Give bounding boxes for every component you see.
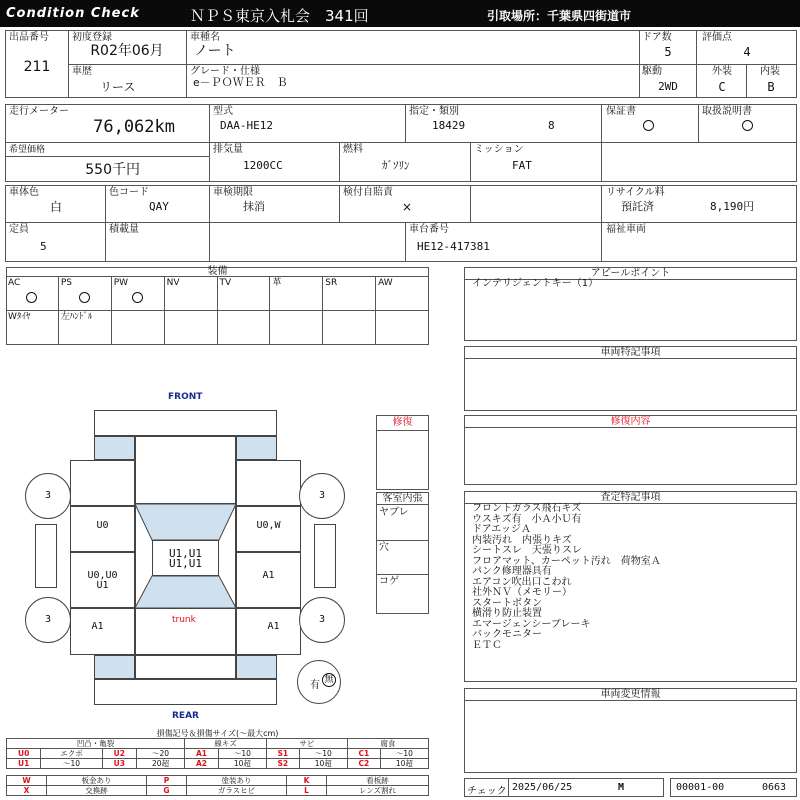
grade-value: e－ＰＯＷＥＲ Ｂ — [193, 76, 288, 89]
legend-desc: 板金あり — [47, 776, 147, 786]
load-label: 積載量 — [109, 224, 139, 235]
capacity-label: 定員 — [9, 224, 29, 235]
legend-code: G — [147, 786, 187, 796]
price-label: 希望価格 — [9, 145, 46, 155]
equipment-label: PW — [113, 278, 129, 288]
legend-desc: 看板跡 — [327, 776, 429, 786]
tire-front-left: 3 — [25, 473, 71, 519]
repair-title: 修復 — [377, 416, 428, 431]
drive-label: 駆動 — [642, 66, 662, 77]
inspect-item: エマージェンシーブレーキ — [472, 618, 591, 630]
tire-front-right: 3 — [299, 473, 345, 519]
hood — [135, 436, 236, 504]
brand-title: Condition Check — [6, 6, 140, 21]
designation-value: 18429 — [432, 119, 466, 132]
repair-content-panel — [464, 415, 797, 485]
legend-code: S1 — [266, 749, 299, 759]
equipment-cell — [112, 311, 165, 345]
rear-left-tail-light — [94, 655, 135, 679]
rear-label: REAR — [172, 711, 199, 721]
inspect-item: シートスレ 天張りスレ — [472, 545, 582, 556]
appeal-title: アピールポイント — [465, 268, 796, 280]
equipment-label: TV — [219, 278, 232, 288]
inspect-item: ＥＴＣ — [472, 639, 502, 651]
class-value: 8 — [548, 119, 555, 132]
body-color-value: 白 — [50, 200, 63, 214]
footer-code: 00001-00 — [676, 782, 725, 793]
car-name-label: 車種名 — [190, 32, 220, 43]
equipment-label: AC — [8, 278, 21, 288]
equipment-label: Wﾀｲﾔ — [8, 312, 31, 322]
equipment-cell — [165, 277, 218, 311]
front-right-headlight — [236, 436, 277, 460]
equipment-cell — [59, 277, 112, 311]
legend-code: C1 — [347, 749, 380, 759]
legend-code: U1 — [7, 759, 41, 769]
front-label: FRONT — [168, 392, 203, 402]
interior-item-tear: ヤブレ — [379, 507, 409, 518]
pickup-location: 引取場所：千葉県四街道市 — [487, 9, 632, 23]
inspect-item: 横滑り防止装置 — [472, 608, 542, 619]
rear-right-door-code: A1 — [262, 570, 275, 581]
mission-label: ミッション — [474, 144, 524, 155]
inspect-item: パンク修理器具有 — [472, 566, 552, 577]
damage-legend-table — [6, 738, 429, 769]
mileage-label: 走行メーター — [9, 106, 69, 117]
auction-title: ＮＰＳ東京入札会 341回 — [190, 7, 369, 25]
legend-code: U2 — [102, 749, 136, 759]
front-left-headlight — [94, 436, 135, 460]
inspect-item: スタートボタン — [472, 597, 542, 609]
equipment-label: 革 — [272, 278, 282, 288]
grade-score-label: 評価点 — [702, 32, 732, 43]
front-left-door-code: U0 — [96, 520, 109, 531]
spare-label: 有 — [310, 680, 320, 691]
legend-desc: 10超 — [299, 759, 347, 769]
left-side-step — [35, 524, 57, 588]
equipment-mark — [132, 292, 143, 303]
front-right-door-code: U0,W — [256, 520, 281, 531]
int-label: 内装 — [760, 66, 780, 77]
repair-box — [376, 415, 429, 490]
grade-label: グレード・仕様 — [190, 66, 260, 77]
legend-code: W — [7, 776, 47, 786]
interior-title: 客室内張 — [377, 493, 428, 505]
equipment-cell — [270, 311, 323, 345]
appeal-item: インテリジェントキー（1） — [472, 278, 599, 289]
tire-rear-left: 3 — [25, 597, 71, 643]
change-panel — [464, 688, 797, 773]
equipment-cell — [218, 311, 271, 345]
first-reg-label: 初度登録 — [72, 32, 112, 43]
equipment-title: 装備 — [6, 267, 429, 277]
legend-code: L — [287, 786, 327, 796]
fuel-label: 燃料 — [343, 144, 363, 155]
drive-value: 2WD — [658, 80, 678, 93]
damage-legend-table-2 — [6, 775, 429, 796]
front-bumper — [94, 410, 277, 436]
legend-code: K — [287, 776, 327, 786]
doors-label: ドア数 — [642, 32, 672, 43]
legend-title: 損傷記号＆損傷サイズ(〜最大cm) — [156, 729, 279, 738]
inspect-item: 社外ＮＶ（メモリー） — [472, 587, 572, 598]
warranty-label: 保証書 — [606, 106, 636, 117]
rear-bumper — [135, 655, 236, 679]
legend-code: P — [147, 776, 187, 786]
legend-desc: 塗装あり — [187, 776, 287, 786]
front-right-fender — [236, 460, 301, 506]
mission-value: FAT — [512, 159, 532, 172]
equipment-cell — [59, 311, 112, 345]
inspect-item: フロントガラス飛石キズ — [472, 503, 582, 514]
repair-content-title: 修復内容 — [465, 416, 796, 428]
equipment-cell — [323, 311, 376, 345]
roof-code: U1,U1 U1,U1 — [168, 547, 203, 570]
equipment-label: SR — [325, 278, 338, 288]
equipment-grid — [6, 277, 429, 345]
equipment-cell — [323, 277, 376, 311]
recycle-label: リサイクル料 — [606, 187, 665, 198]
equipment-label: 左ﾊﾝﾄﾞﾙ — [60, 312, 93, 322]
equipment-cell — [112, 277, 165, 311]
rear-left-fender-code: A1 — [91, 621, 104, 632]
equipment-label: NV — [166, 278, 180, 288]
tire-rear-right: 3 — [299, 597, 345, 643]
chassis-label: 車台番号 — [409, 224, 449, 235]
displacement-value: 1200CC — [243, 159, 283, 172]
car-name-value: ノート — [194, 43, 236, 59]
legend-code: X — [7, 786, 47, 796]
equipment-cell — [376, 277, 429, 311]
equipment-cell — [218, 277, 271, 311]
special-title: 車両特記事項 — [465, 347, 796, 359]
int-value: B — [767, 80, 775, 94]
interior-box — [376, 492, 429, 614]
doors-value: 5 — [664, 45, 672, 59]
legend-desc: 交換跡 — [47, 786, 147, 796]
color-code-label: 色コード — [109, 187, 149, 198]
legend-group-rust: サビ — [266, 739, 347, 749]
legend-group-dent: 凹凸・亀裂 — [7, 739, 185, 749]
equipment-label: PS — [60, 278, 73, 288]
insurance-label: 検付自賠責 — [343, 187, 393, 198]
legend-code: S2 — [266, 759, 299, 769]
change-title: 車両変更情報 — [465, 689, 796, 701]
inspect-item: フロアマット、カーペット汚れ 荷物室Ａ — [472, 555, 661, 567]
appeal-list — [472, 279, 598, 290]
insurance-value: × — [402, 200, 413, 214]
displacement-label: 排気量 — [213, 144, 243, 155]
check-date: 2025/06/25 — [512, 782, 573, 793]
grade-score-value: 4 — [743, 45, 751, 59]
rear-bumper-lower — [94, 679, 277, 705]
manual-mark — [742, 120, 753, 131]
model-label: 型式 — [213, 106, 233, 117]
front-left-fender — [70, 460, 135, 506]
legend-desc: 10超 — [218, 759, 266, 769]
spare-mark: 無 — [322, 673, 336, 687]
equipment-cell — [6, 277, 59, 311]
legend-desc: エクボ — [41, 749, 102, 759]
mileage-value: 76,062km — [93, 117, 175, 137]
interior-item-hole: 穴 — [379, 542, 389, 553]
legend-code: A2 — [185, 759, 219, 769]
rear-right-tail-light — [236, 655, 277, 679]
ext-value: C — [718, 80, 726, 94]
legend-desc: 〜10 — [299, 749, 347, 759]
history-label: 車歴 — [72, 66, 92, 77]
equipment-cell — [165, 311, 218, 345]
right-side-step — [314, 524, 336, 588]
inspect-item: ドアエッジＡ — [472, 524, 531, 535]
inspect-panel — [464, 491, 797, 682]
inspection-label: 車検期限 — [213, 187, 253, 198]
appeal-panel — [464, 267, 797, 341]
warranty-mark — [643, 120, 654, 131]
footer-code-2: 0663 — [762, 782, 787, 793]
inspect-item: エアコン吹出口こわれ — [472, 576, 572, 588]
welfare-label: 福祉車両 — [606, 224, 646, 235]
inspect-item: ウスキズ有 小Ａ小Ｕ有 — [472, 513, 582, 525]
capacity-value: 5 — [40, 240, 47, 253]
legend-group-corrosion: 腐食 — [347, 739, 428, 749]
body-color-label: 車体色 — [9, 187, 39, 198]
inspect-title: 査定特記事項 — [465, 492, 796, 504]
equipment-cell — [270, 277, 323, 311]
legend-desc: 〜10 — [41, 759, 102, 769]
legend-desc: 20超 — [136, 759, 184, 769]
recycle-status: 預託済 — [621, 200, 654, 213]
legend-code: C2 — [347, 759, 380, 769]
chassis-value: HE12-417381 — [417, 240, 490, 253]
recycle-fee: 8,190円 — [710, 200, 755, 213]
legend-desc: レンズ割れ — [327, 786, 429, 796]
designation-label: 指定・類別 — [409, 106, 459, 117]
inspect-item: バックモニター — [472, 629, 542, 640]
fuel-value: ｶﾞｿﾘﾝ — [382, 159, 410, 172]
lot-number: 211 — [23, 59, 51, 75]
color-code-value: QAY — [149, 200, 169, 213]
legend-desc: ガラスヒビ — [187, 786, 287, 796]
equipment-mark — [26, 292, 37, 303]
equipment-label: AW — [378, 278, 393, 288]
ext-label: 外装 — [712, 66, 732, 77]
inspection-value: 抹消 — [243, 200, 265, 213]
legend-code: A1 — [185, 749, 219, 759]
manual-label: 取扱説明書 — [702, 106, 752, 117]
legend-desc: 〜20 — [136, 749, 184, 759]
legend-desc: 10超 — [380, 759, 428, 769]
model-value: DAA-HE12 — [220, 119, 273, 132]
price-value: 550千円 — [85, 162, 140, 178]
legend-desc: 〜10 — [218, 749, 266, 759]
history-value: リース — [100, 80, 136, 94]
legend-group-scratch: 線キズ — [185, 739, 267, 749]
lot-label: 出品番号 — [9, 32, 49, 43]
special-panel — [464, 346, 797, 411]
trunk-label: trunk — [172, 615, 196, 625]
legend-desc: 〜10 — [380, 749, 428, 759]
legend-code: U3 — [102, 759, 136, 769]
rear-left-door-code: U0,U0 U1 — [87, 570, 118, 591]
checker: M — [618, 782, 625, 793]
equipment-cell — [6, 311, 59, 345]
equipment-mark — [79, 292, 90, 303]
rear-right-fender-code: A1 — [267, 621, 280, 632]
interior-item-burn: コゲ — [379, 576, 399, 587]
inspect-item: 内装汚れ 内張りキズ — [472, 534, 572, 546]
check-label: チェック — [467, 786, 507, 797]
first-reg-value: R02年06月 — [90, 43, 164, 59]
legend-code: U0 — [7, 749, 41, 759]
inspect-list — [472, 504, 661, 651]
